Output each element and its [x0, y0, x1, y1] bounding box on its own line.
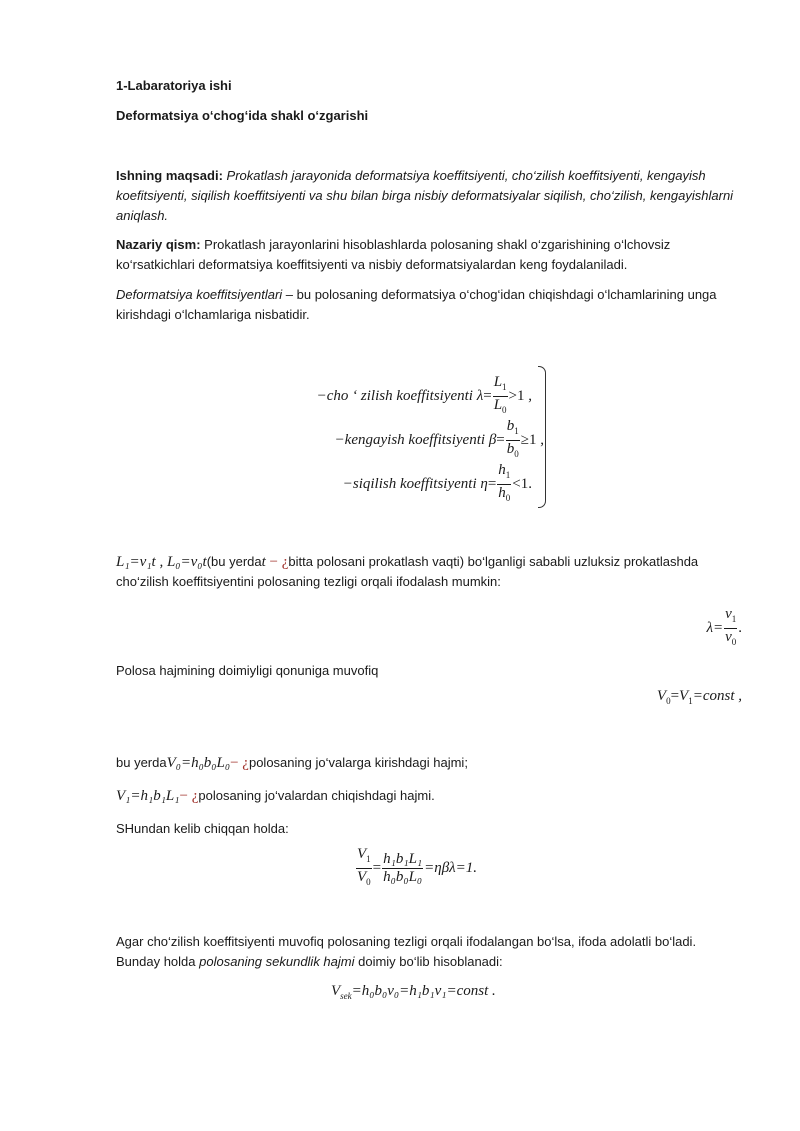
- formula-brace: [538, 366, 546, 508]
- lab-subtitle: Deformatsiya o‘chog‘ida shakl o‘zgarishi: [116, 108, 369, 123]
- lab-title: 1-Labaratoriya ishi: [116, 78, 232, 93]
- final-paragraph: Agar cho‘zilish koeffitsiyenti muvofiq polosaning tezligi orqali ifodalangan bo‘lsa, ifoda adolatli bo‘ladi. Bunday holda polosaning sekundlik hajmi doimiy bo‘lib hisoblanadi:: [116, 934, 697, 969]
- volume-law-text: Polosa hajmining doimiyligi qonuniga muvofiq: [116, 663, 379, 678]
- definition-paragraph: [116, 285, 741, 325]
- second-volume-eq: $V_{sek}=h_0b_0v_0=h_1b_1v_1=const$ .: [331, 983, 496, 1001]
- formula-compression: −siqilish koeffitsiyenti η= $\frac{h_1}{h_0}$ <1.: [342, 462, 532, 503]
- goal-text: Prokatlash jarayonida deformatsiya koeffitsiyenti, cho‘zilish koeffitsiyenti, kengayish koefitsiyenti, siqilish koeffitsiyenti va shu bilan birga nisbiy deformatsiyalar siqilish, cho‘zilish, kengayishlarni aniqlash.: [116, 168, 734, 223]
- entry-volume-line: bu yerdaV₀=h₀b₀L₀− ¿polosaning jo‘valarga kirishdagi hajmi;: [116, 755, 468, 771]
- volume-constant-eq: $V_0=V_1=const$ ,: [656, 688, 742, 706]
- definition-text: – bu polosaning deformatsiya o‘chog‘idan chiqishdagi o‘lchamlarining unga kirishdagi o‘lchamlariga nisbatidir.: [116, 287, 717, 322]
- conclusion-lead: SHundan kelib chiqqan holda:: [116, 821, 289, 836]
- theory-text: Prokatlash jarayonlarini hisoblashlarda polosaning shakl o‘zgarishining o‘lchovsiz ko‘rsatkichlari deformatsiya koeffitsiyenti va nisbiy deformatsiyalardan keng foydalaniladi.: [116, 237, 671, 272]
- theory-label: Nazariy qism:: [116, 237, 201, 252]
- exit-volume-line: V₁=h₁b₁L₁− ¿polosaning jo‘valardan chiqishdagi hajmi.: [116, 788, 435, 804]
- lengths-paragraph: L₁=v₁t , L₀=v₀t(bu yerdat − ¿bitta polosani prokatlash vaqti) bo‘lganligi sababli uzluksiz prokatlashda cho‘zilish koeffitsiyentini polosaning tezligi orqali ifodalash mumkin:: [116, 554, 699, 589]
- formula-elongation: −cho ‘ zilish koeffitsiyenti λ= $\frac{L_1}{L_0}$ >1 ,: [316, 374, 532, 415]
- goal-paragraph: [116, 166, 741, 226]
- definition-term: Deformatsiya koeffitsiyentlari: [116, 287, 283, 302]
- goal-label: Ishning maqsadi:: [116, 168, 223, 183]
- formula-spread: −kengayish koeffitsiyenti β= $\frac{b_1}{b_0}$ ≥1 ,: [334, 418, 544, 459]
- theory-paragraph: [116, 235, 741, 275]
- lambda-velocity-eq: λ= $\frac{v_1}{v_0}$ .: [706, 606, 742, 647]
- volume-ratio-eq: $\frac{V_1}{V_0}$ = $\frac{\text{h₁b₁L₁}}{\text{h₀b₀L₀}}$ =ηβλ=1.: [357, 846, 478, 887]
